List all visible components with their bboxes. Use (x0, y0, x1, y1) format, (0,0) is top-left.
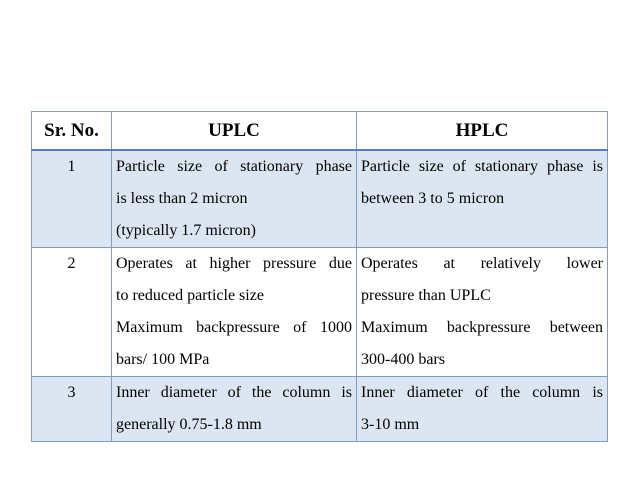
header-uplc: UPLC (112, 112, 357, 151)
cell-line: Inner diameter of the column is (361, 384, 603, 401)
header-row (32, 112, 608, 151)
uplc-cell (112, 150, 357, 248)
cell-line: Operates at higher pressure due (116, 255, 352, 272)
cell-line: Inner diameter of the column is (116, 384, 352, 401)
comparison-table (31, 111, 608, 442)
uplc-cell (112, 377, 357, 442)
cell-line: Operates at relatively lower (361, 255, 603, 272)
cell-line: Particle size of stationary phase (116, 158, 352, 175)
cell-line: 300-400 bars (361, 351, 445, 368)
table-row (32, 248, 608, 377)
cell-line: (typically 1.7 micron) (116, 222, 256, 239)
cell-line: Maximum backpressure of 1000 (116, 319, 352, 336)
sr-no-cell: 2 (32, 248, 112, 377)
cell-line: between 3 to 5 micron (361, 190, 505, 207)
hplc-cell (357, 248, 608, 377)
hplc-cell (357, 150, 608, 248)
cell-line: pressure than UPLC (361, 287, 491, 304)
hplc-cell (357, 377, 608, 442)
cell-line: Maximum backpressure between (361, 319, 603, 336)
table-row (32, 150, 608, 248)
header-hplc: HPLC (357, 112, 608, 151)
cell-line: bars/ 100 MPa (116, 351, 210, 368)
cell-line: is less than 2 micron (116, 190, 248, 207)
cell-line: to reduced particle size (116, 287, 264, 304)
table-row (32, 377, 608, 442)
uplc-cell (112, 248, 357, 377)
header-sr-no: Sr. No. (32, 112, 112, 151)
sr-no-cell: 1 (32, 150, 112, 248)
cell-line: Particle size of stationary phase is (361, 158, 603, 175)
cell-line: generally 0.75-1.8 mm (116, 416, 262, 433)
sr-no-cell: 3 (32, 377, 112, 442)
cell-line: 3-10 mm (361, 416, 420, 433)
